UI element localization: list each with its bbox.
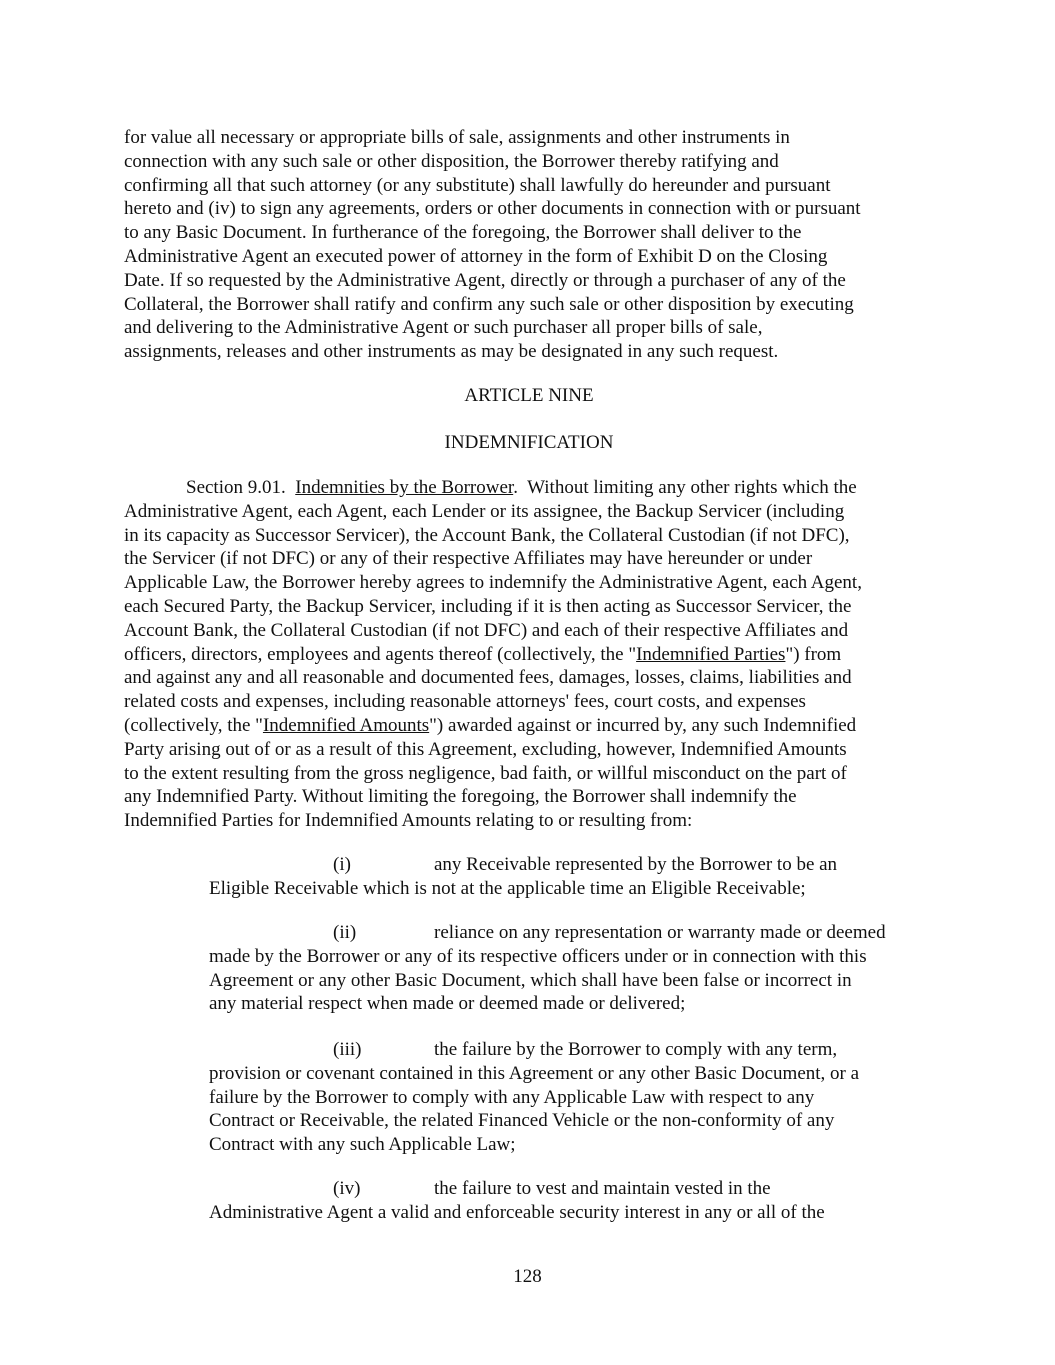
section-first-line-rest: Without limiting any other rights which the [517, 477, 857, 498]
list-item-line: failure by the Borrower to comply with any Applicable Law with respect to any [209, 1086, 815, 1108]
paragraph-line [124, 643, 934, 667]
defined-term-indemnified-parties: Indemnified Parties [636, 643, 786, 665]
list-item-line: Contract with any such Applicable Law; [209, 1134, 516, 1156]
line-text: ") from [785, 643, 842, 665]
list-item-first-line [209, 853, 934, 877]
paragraph-line: in its capacity as Successor Servicer), the Account Bank, the Collateral Custodian (if not DFC), [124, 524, 850, 546]
section-9-01-paragraph [124, 476, 934, 833]
list-item-line: any material respect when made or deemed made or delivered; [209, 993, 686, 1015]
list-item-iv [209, 1177, 934, 1225]
line-text: ") awarded against or incurred by, any such Indemnified [429, 714, 857, 736]
paragraph-line: Party arising out of or as a result of this Agreement, excluding, however, Indemnified Amounts [124, 738, 847, 760]
list-item-first-line [209, 1038, 934, 1062]
section-first-line [124, 476, 934, 500]
list-item-iii [209, 1038, 934, 1157]
defined-term-indemnified-amounts: Indemnified Amounts [262, 714, 430, 736]
paragraph-line: Administrative Agent, each Agent, each Lender or its assignee, the Backup Servicer (including [124, 500, 845, 522]
paragraph-line: to the extent resulting from the gross negligence, bad faith, or willful misconduct on the part of [124, 762, 847, 784]
paragraph-line: and delivering to the Administrative Agent or such purchaser all proper bills of sale, [124, 317, 763, 339]
section-label: Section 9.01. [186, 477, 286, 498]
paragraph-line: connection with any such sale or other disposition, the Borrower thereby ratifying and [124, 150, 779, 172]
paragraph-line: hereto and (iv) to sign any agreements, orders or other documents in connection with or pursuant [124, 198, 861, 220]
list-item-number: (i) [333, 854, 351, 875]
list-item-i [209, 853, 934, 901]
paragraph-line: Date. If so requested by the Administrative Agent, directly or through a purchaser of any of the [124, 269, 846, 291]
article-title-heading: INDEMNIFICATION [444, 432, 614, 453]
intro-paragraph [124, 126, 934, 364]
paragraph-line: Indemnified Parties for Indemnified Amounts relating to or resulting from: [124, 810, 693, 832]
section-title-suffix: . [513, 477, 518, 498]
list-item-first-line [209, 1177, 934, 1201]
paragraph-line: any Indemnified Party. Without limiting the foregoing, the Borrower shall indemnify the [124, 786, 797, 808]
list-item-text: the failure to vest and maintain vested in the [434, 1178, 771, 1199]
list-item-line: Contract or Receivable, the related Financed Vehicle or the non-conformity of any [209, 1110, 835, 1132]
list-item-line: Eligible Receivable which is not at the applicable time an Eligible Receivable; [209, 877, 806, 899]
paragraph-line: assignments, releases and other instruments as may be designated in any such request. [124, 341, 779, 363]
section-title: Indemnities by the Borrower [295, 477, 514, 498]
paragraph-line [124, 714, 934, 738]
paragraph-line: for value all necessary or appropriate bills of sale, assignments and other instruments in [124, 127, 790, 148]
list-item-text: the failure by the Borrower to comply with any term, [434, 1039, 838, 1060]
list-item-number: (iii) [333, 1039, 362, 1060]
paragraph-line: Applicable Law, the Borrower hereby agrees to indemnify the Administrative Agent, each Agent, [124, 572, 862, 594]
list-item-line: Administrative Agent a valid and enforceable security interest in any or all of the [209, 1201, 825, 1223]
list-item-text: any Receivable represented by the Borrower to be an [434, 854, 838, 875]
paragraph-line: Administrative Agent an executed power of attorney in the form of Exhibit D on the Closing [124, 245, 828, 267]
article-number-heading: ARTICLE NINE [464, 385, 594, 406]
paragraph-line: to any Basic Document. In furtherance of the foregoing, the Borrower shall deliver to the [124, 222, 802, 244]
list-item-line: Agreement or any other Basic Document, which shall have been false or incorrect in [209, 969, 852, 991]
list-item-first-line [209, 921, 934, 945]
list-item-ii [209, 921, 934, 1016]
paragraph-line: Collateral, the Borrower shall ratify and confirm any such sale or other disposition by executing [124, 293, 854, 315]
list-item-number: (iv) [333, 1178, 361, 1199]
list-item-text: reliance on any representation or warranty made or deemed [434, 922, 886, 943]
line-text: officers, directors, employees and agents thereof (collectively, the " [124, 643, 637, 665]
list-item-line: provision or covenant contained in this Agreement or any other Basic Document, or a [209, 1062, 860, 1084]
paragraph-line: related costs and expenses, including reasonable attorneys' fees, court costs, and expenses [124, 691, 806, 713]
line-text: (collectively, the " [124, 714, 263, 736]
list-item-line: made by the Borrower or any of its respective officers under or in connection with this [209, 945, 867, 967]
paragraph-line: Account Bank, the Collateral Custodian (if not DFC) and each of their respective Affiliates and [124, 619, 849, 641]
paragraph-line: and against any and all reasonable and documented fees, damages, losses, claims, liabilities and [124, 667, 852, 689]
list-item-number: (ii) [333, 922, 357, 943]
paragraph-line: the Servicer (if not DFC) or any of their respective Affiliates may have hereunder or under [124, 548, 813, 570]
paragraph-line: confirming all that such attorney (or any substitute) shall lawfully do hereunder and pursuant [124, 174, 831, 196]
paragraph-line: each Secured Party, the Backup Servicer, including if it is then acting as Successor Servicer, the [124, 595, 852, 617]
page-number: 128 [513, 1266, 542, 1287]
